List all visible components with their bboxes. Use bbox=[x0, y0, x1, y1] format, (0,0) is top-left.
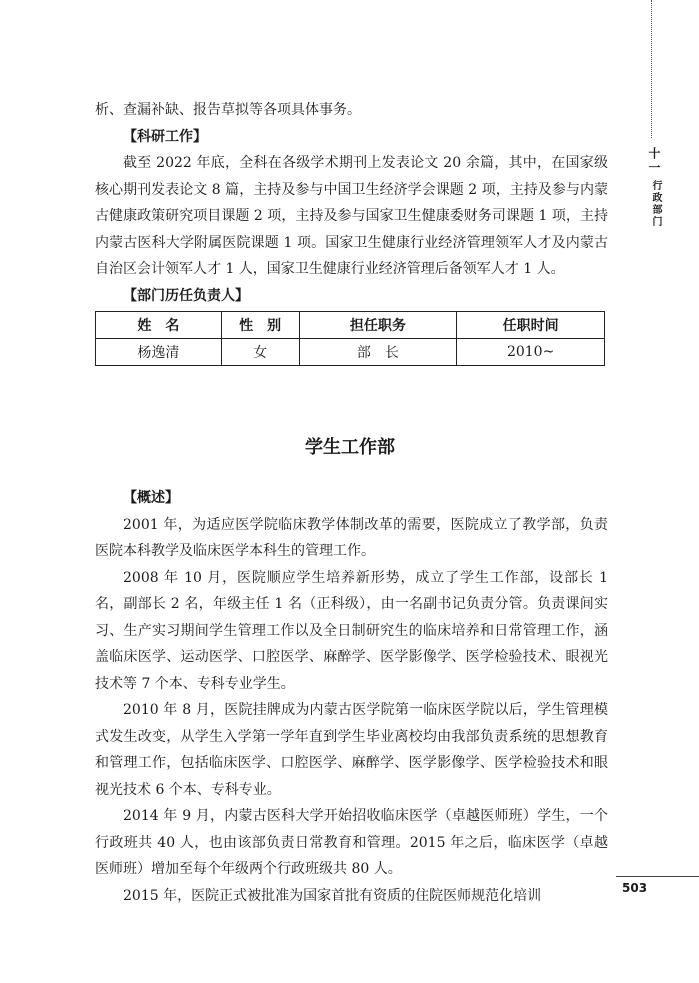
cell-gender: 女 bbox=[221, 339, 299, 366]
heading-overview: 【概述】 bbox=[123, 490, 179, 506]
cell-term: 2010~ bbox=[457, 339, 605, 366]
chapter-number: 十一 bbox=[647, 147, 661, 175]
table-header-row bbox=[96, 312, 605, 339]
continued-paragraph: 析、查漏补缺、报告草拟等各项具体事务。 bbox=[95, 102, 361, 118]
overview-paragraph-2: 2008 年 10 月，医院顺应学生培养新形势，成立了学生工作部，设部长 1 名，副部长 2 名，年级主任 1 名（正科级），由一名副书记负责分管。负责课间实习、生产实习期间学生管理工作以及全日制研究生的临床培养和日常管理工作，涵盖临床医学、运动医学、口腔医学、麻醉学、医学影像学、医学检验技术、眼视光技术等 7 个本、专科专业学生。 bbox=[95, 569, 608, 692]
overview-section bbox=[95, 485, 608, 909]
chapter-name: 行政部门 bbox=[650, 180, 661, 228]
cell-name: 杨逸清 bbox=[96, 339, 222, 366]
header-term: 任职时间 bbox=[457, 312, 605, 339]
overview-paragraph-5: 2015 年，医院正式被批准为国家首批有资质的住院医师规范化培训 bbox=[123, 887, 542, 904]
page-number: 503 bbox=[616, 876, 699, 898]
overview-paragraph-4: 2014 年 9 月，内蒙古医科大学开始招收临床医学（卓越医师班）学生，一个行政班共 40 人，也由该部负责日常教育和管理。2015 年之后，临床医学（卓越医师班）增加至每个年级两个行政班级共 80 人。 bbox=[95, 808, 608, 877]
section-title: 学生工作部 bbox=[305, 437, 395, 458]
heading-leaders: 【部门历任负责人】 bbox=[123, 287, 249, 304]
leaders-table bbox=[95, 311, 605, 366]
side-dotted-rule bbox=[651, 0, 652, 138]
research-paragraph: 截至 2022 年底，全科在各级学术期刊上发表论文 20 余篇，其中，在国家级核心期刊发表论文 8 篇，主持及参与中国卫生经济学会课题 2 项，主持及参与内蒙古健康政策研究项目课题 2 项，主持及参与国家卫生健康委财务司课题 1 项，主持内蒙古医科大学附属医院课题 1 项。国家卫生健康行业经济管理领军人才及内蒙古自治区会计领军人才 1 人，国家卫生健康行业经济管理后备领军人才 1 人。 bbox=[95, 155, 608, 277]
header-gender: 性 别 bbox=[221, 312, 299, 339]
overview-paragraph-3: 2010 年 8 月，医院挂牌成为内蒙古医学院第一临床医学院以后，学生管理模式发生改变，从学生入学第一学年直到学生毕业离校均由我部负责系统的思想教育和管理工作，包括临床医学、口腔医学、麻醉学、医学影像学、医学检验技术和眼视光技术 6 个本、专科专业。 bbox=[95, 702, 608, 798]
header-position: 担任职务 bbox=[299, 312, 457, 339]
header-name: 姓 名 bbox=[96, 312, 222, 339]
table-row bbox=[96, 339, 605, 366]
heading-research: 【科研工作】 bbox=[123, 128, 207, 145]
research-section bbox=[95, 97, 608, 366]
overview-paragraph-1: 2001 年，为适应医学院临床教学体制改革的需要，医院成立了教学部，负责医院本科教学及临床医学本科生的管理工作。 bbox=[95, 516, 608, 559]
cell-position: 部 长 bbox=[299, 339, 457, 366]
